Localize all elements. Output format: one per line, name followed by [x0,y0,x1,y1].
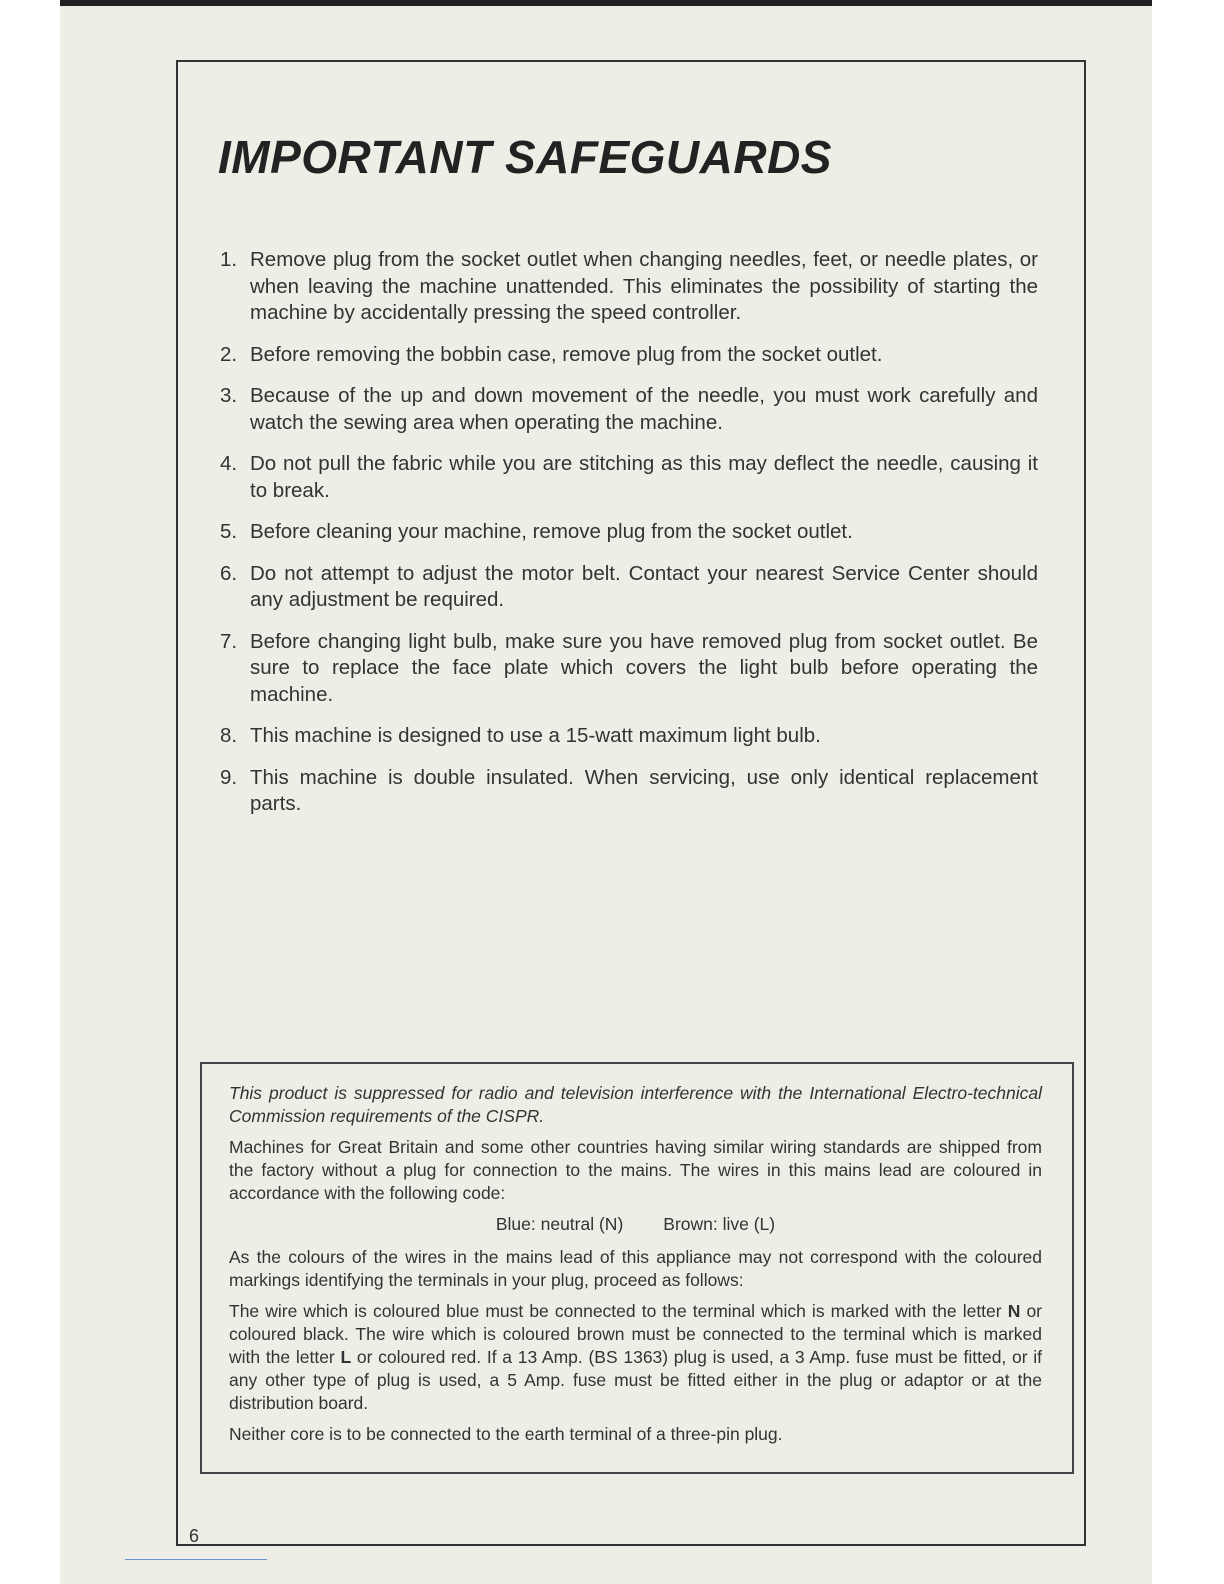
list-item [218,342,1038,369]
page-number: 6 [189,1526,200,1546]
item-number: 4. [220,452,238,475]
letter-n: N [1007,1301,1021,1321]
item-text: Remove plug from the socket outlet when changing needles, feet, or needle plates, or when leaving the machine unattended. This eliminates the possibility of starting the machine by accidentally pressing the speed controller. [250,248,1038,324]
item-text: Before cleaning your machine, remove plug from the socket outlet. [250,520,853,543]
list-item [218,383,1038,436]
letter-l: L [340,1347,352,1367]
item-number: 3. [220,384,238,407]
item-text: This machine is double insulated. When servicing, use only identical replacement parts. [250,765,1038,815]
item-text: Do not attempt to adjust the motor belt. Contact your nearest Service Center should any adjustment be required. [250,561,1038,611]
item-number: 8. [220,724,238,747]
list-item [218,723,1038,750]
item-text: Do not pull the fabric while you are stitching as this may deflect the needle, causing it to break. [250,452,1038,502]
list-item [218,247,1038,327]
item-text: Because of the up and down movement of the needle, you must work carefully and watch the sewing area when operating the machine. [250,384,1038,434]
wiring-notice-box [200,1062,1074,1474]
list-item [218,451,1038,504]
colour-caution: As the colours of the wires in the mains lead of this appliance may not correspond with the coloured markings identifying the terminals in your plug, proceed as follows: [229,1247,1042,1290]
wire-colour-codes [229,1213,1042,1236]
item-text: This machine is designed to use a 15-watt maximum light bulb. [250,724,821,747]
wiring-instructions: The wire which is coloured blue must be connected to the terminal which is marked with the letter N or coloured black. The wire which is coloured brown must be connected to the terminal which is marked with the letter L or coloured red. If a 13 Amp. (BS 1363) plug is used, a 3 Amp. fuse must be fitted, or if any other type of plug is used, a 5 Amp. fuse must be fitted either in the plug or adaptor or at the distribution board. [229,1301,1043,1413]
list-item [218,765,1038,818]
item-number: 2. [220,342,238,366]
wiring-intro: Machines for Great Britain and some other countries having similar wiring standards are shipped from the factory without a plug for connection to the mains. The wires in this mains lead are coloured in accordance with the following code: [229,1137,1042,1203]
page-title: IMPORTANT SAFEGUARDS [218,131,832,183]
safeguard-list [218,247,1038,833]
earth-warning: Neither core is to be connected to the earth terminal of a three-pin plug. [229,1424,783,1444]
brown-wire-code: Brown: live (L) [663,1214,776,1234]
list-item [218,519,1038,546]
scan-edge-top [60,0,1152,6]
scan-margin-left [0,0,60,1584]
item-number: 9. [220,765,238,789]
item-number: 7. [220,629,238,653]
item-number: 1. [220,248,238,271]
scan-margin-right [1152,0,1224,1584]
list-item [218,629,1038,709]
item-text: Before changing light bulb, make sure you have removed plug from socket outlet. Be sure to replace the face plate which covers the light bulb before operating the machine. [250,629,1038,706]
list-item [218,561,1038,614]
scan-underline-mark [125,1559,267,1560]
suppression-statement: This product is suppressed for radio and television interference with the International Electro-technical Commission requirements of the CISPR. [229,1083,1042,1126]
item-text: Before removing the bobbin case, remove plug from the socket outlet. [250,342,883,366]
item-number: 5. [220,520,238,543]
blue-wire-code: Blue: neutral (N) [495,1214,624,1234]
item-number: 6. [220,561,238,585]
